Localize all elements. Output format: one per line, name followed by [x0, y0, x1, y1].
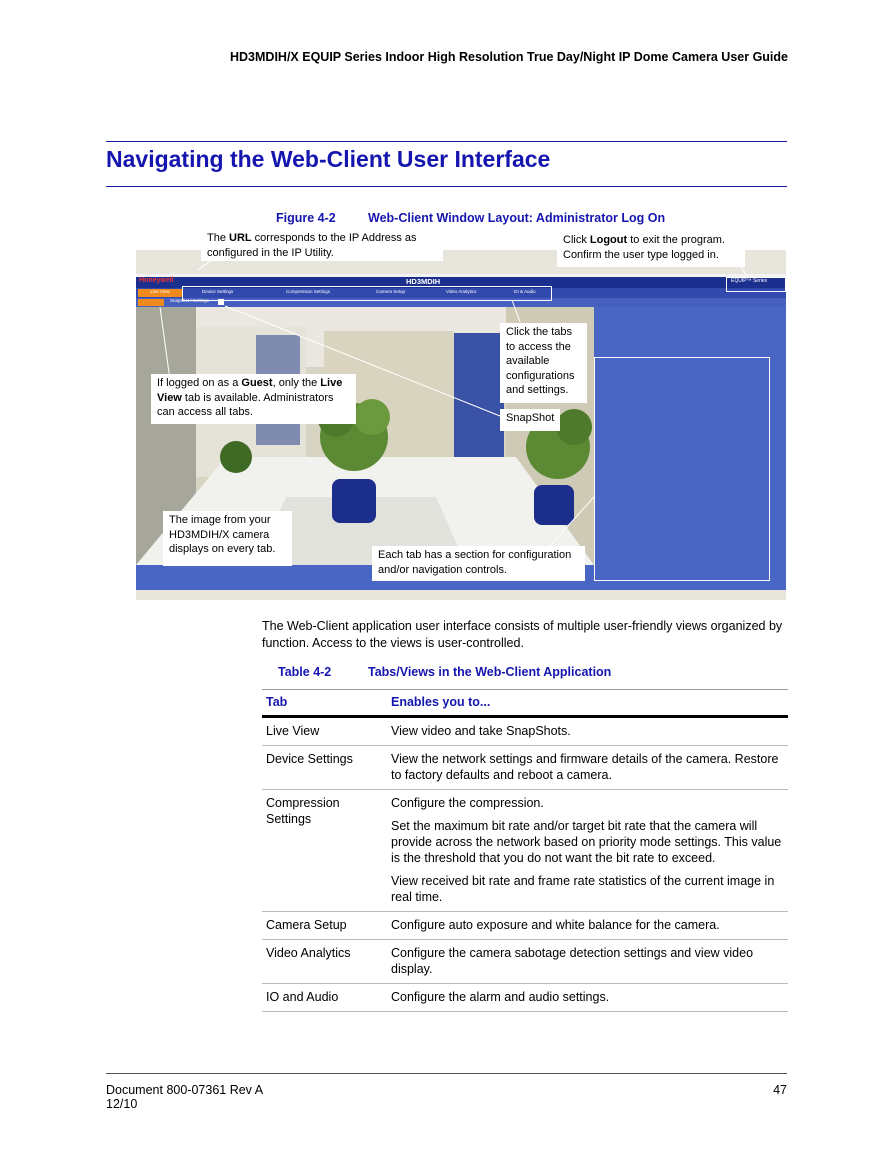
cell-desc: Configure the alarm and audio settings. — [387, 984, 788, 1012]
callout-url: The URL corresponds to the IP Address as configured in the IP Utility. — [201, 229, 443, 261]
cell-desc: View the network settings and firmware details of the camera. Restore to factory defaults and reboot a camera. — [387, 746, 788, 790]
tab-video-analytics[interactable]: Video Analytics — [446, 289, 477, 294]
brand-logo: Honeywell — [139, 277, 174, 284]
table-number: Table 4-2 — [278, 665, 332, 679]
cell-tab: Live View — [262, 717, 387, 746]
callout-tabs: Click the tabs to access the available configurations and settings. — [500, 323, 587, 403]
cell-tab: Video Analytics — [262, 940, 387, 984]
cell-tab: Compression Settings — [262, 790, 387, 912]
figure-number: Figure 4-2 — [276, 211, 336, 225]
callout-snapshot: SnapShot — [500, 409, 560, 431]
footer-document: Document 800-07361 Rev A — [106, 1083, 264, 1097]
cell-desc: Configure the camera sabotage detection settings and view video display. — [387, 940, 788, 984]
table-row — [262, 912, 788, 940]
table-header-row — [262, 690, 788, 717]
cell-desc: Configure auto exposure and white balance for the camera. — [387, 912, 788, 940]
callout-logout: Click Logout to exit the program. Confirm the user type logged in. — [557, 231, 745, 267]
tab-camera-setup[interactable]: Camera Setup — [376, 289, 406, 294]
page-number: 47 — [773, 1083, 787, 1097]
column-header-tab: Tab — [262, 690, 387, 717]
table-row — [262, 717, 788, 746]
column-header-enables: Enables you to... — [387, 690, 788, 717]
body-paragraph: The Web-Client application user interface consists of multiple user-friendly views organized by function. Access to the views is user-controlled. — [262, 619, 783, 650]
callout-section: Each tab has a section for configuration and/or navigation controls. — [372, 546, 585, 581]
footer-rule — [106, 1073, 787, 1074]
table-row — [262, 790, 788, 912]
section-title: Navigating the Web-Client User Interface — [106, 146, 551, 172]
cell-tab: IO and Audio — [262, 984, 387, 1012]
tab-compression-settings[interactable]: Compression Settings — [286, 289, 331, 294]
cell-tab: Camera Setup — [262, 912, 387, 940]
table-row — [262, 940, 788, 984]
figure-caption: Web-Client Window Layout: Administrator Log On — [368, 211, 666, 225]
running-header: HD3MDIH/X EQUIP Series Indoor High Resolution True Day/Night IP Dome Camera User Guide — [230, 50, 788, 64]
series-label: EQUIP™ Series — [731, 278, 768, 284]
tab-device-settings[interactable]: Device Settings — [202, 289, 234, 294]
model-title: HD3MDIH — [406, 277, 441, 286]
callout-guest: If logged on as a Guest, only the Live View tab is available. Administrators can access all tabs. — [151, 374, 356, 424]
cell-desc: View video and take SnapShots. — [387, 717, 788, 746]
table-row — [262, 746, 788, 790]
footer-date: 12/10 — [106, 1097, 138, 1111]
cell-desc: Configure the compression. Set the maximum bit rate and/or target bit rate that the camera will provide across the network based on priority mode settings. This value is the threshold that you do not want the bit rate to exceed. View received bit rate and frame rate statistics of the current image in real time. — [387, 790, 788, 912]
table-row — [262, 984, 788, 1012]
table-caption: Tabs/Views in the Web-Client Application — [368, 665, 612, 679]
callout-image: The image from your HD3MDIH/X camera displays on every tab. — [163, 511, 292, 566]
tab-live-view[interactable]: Live View — [138, 289, 182, 297]
subtab-label: Snapshot / Settings — [170, 298, 210, 303]
tab-io-audio[interactable]: IO & Audio — [514, 289, 536, 294]
cell-tab: Device Settings — [262, 746, 387, 790]
tabs-views-table — [262, 689, 788, 1012]
